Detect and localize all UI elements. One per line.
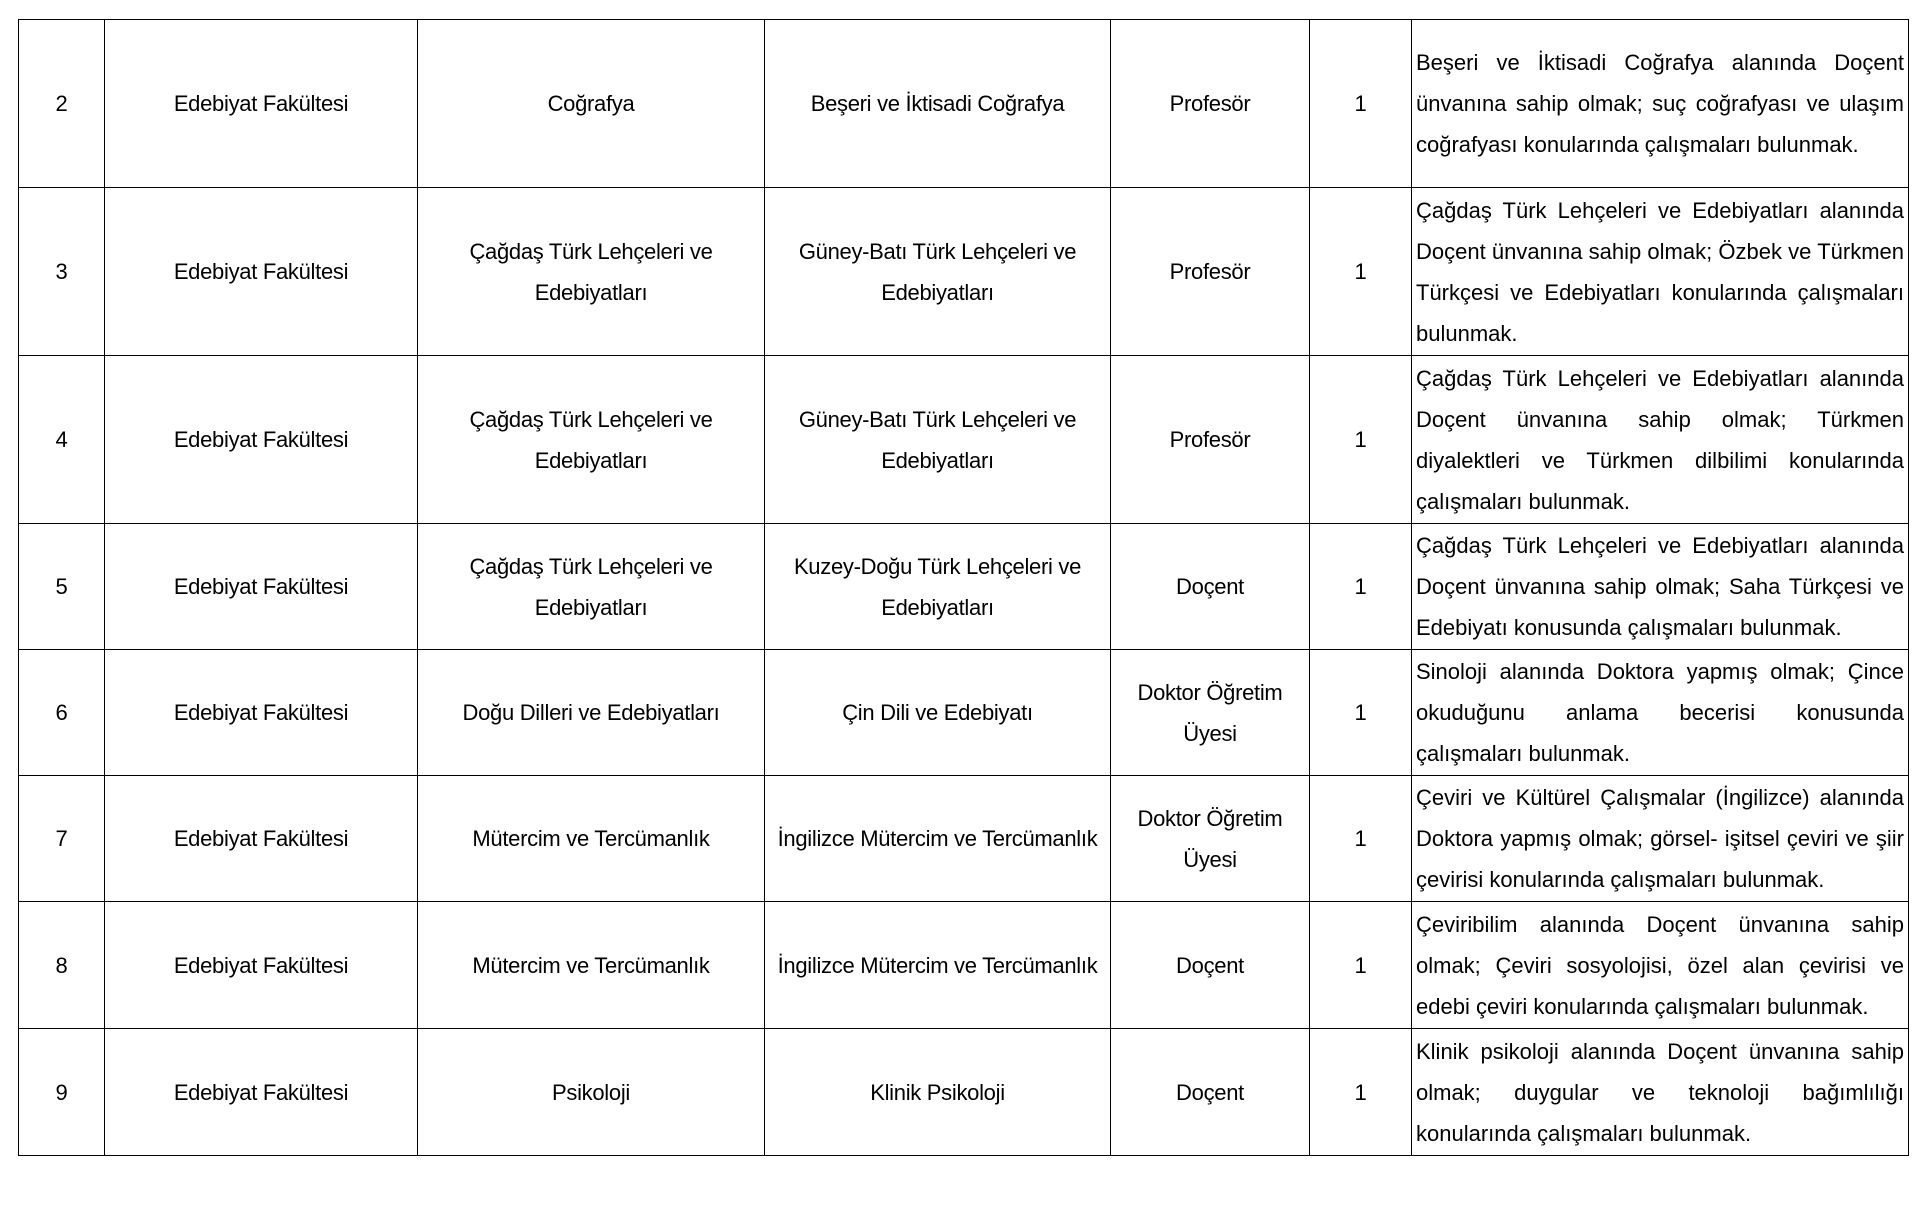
division-cell: Çin Dili ve Edebiyatı (765, 650, 1111, 776)
department-cell: Çağdaş Türk Lehçeleri ve Edebiyatları (418, 524, 765, 650)
row-number-cell: 4 (19, 356, 105, 524)
count-cell: 1 (1310, 524, 1412, 650)
row-number-cell: 5 (19, 524, 105, 650)
requirement-cell: Çağdaş Türk Lehçeleri ve Edebiyatları alanında Doçent ünvanına sahip olmak; Saha Türkçesi ve Edebiyatı konusunda çalışmaları bulunmak. (1412, 524, 1909, 650)
table-row (19, 1029, 1909, 1156)
title-cell: Profesör (1111, 356, 1310, 524)
faculty-cell: Edebiyat Fakültesi (105, 650, 418, 776)
division-cell: Kuzey-Doğu Türk Lehçeleri ve Edebiyatları (765, 524, 1111, 650)
table-row (19, 524, 1909, 650)
title-cell: Profesör (1111, 20, 1310, 188)
count-cell: 1 (1310, 1029, 1412, 1156)
count-cell: 1 (1310, 356, 1412, 524)
department-cell: Mütercim ve Tercümanlık (418, 776, 765, 902)
table-row (19, 188, 1909, 356)
faculty-cell: Edebiyat Fakültesi (105, 20, 418, 188)
table-row (19, 20, 1909, 188)
row-number-cell: 6 (19, 650, 105, 776)
department-cell: Psikoloji (418, 1029, 765, 1156)
requirement-cell: Klinik psikoloji alanında Doçent ünvanına sahip olmak; duygular ve teknoloji bağımlılığı konularında çalışmaları bulunmak. (1412, 1029, 1909, 1156)
count-cell: 1 (1310, 650, 1412, 776)
requirement-cell: Sinoloji alanında Doktora yapmış olmak; Çince okuduğunu anlama becerisi konusunda çalışmaları bulunmak. (1412, 650, 1909, 776)
row-number-cell: 3 (19, 188, 105, 356)
table-row (19, 776, 1909, 902)
faculty-cell: Edebiyat Fakültesi (105, 524, 418, 650)
requirement-cell: Çeviri ve Kültürel Çalışmalar (İngilizce) alanında Doktora yapmış olmak; görsel- işitsel çeviri ve şiir çevirisi konularında çalışmaları bulunmak. (1412, 776, 1909, 902)
requirement-cell: Beşeri ve İktisadi Coğrafya alanında Doçent ünvanına sahip olmak; suç coğrafyası ve ulaşım coğrafyası konularında çalışmaları bulunmak. (1412, 20, 1909, 188)
count-cell: 1 (1310, 20, 1412, 188)
requirement-cell: Çeviribilim alanında Doçent ünvanına sahip olmak; Çeviri sosyolojisi, özel alan çevirisi ve edebi çeviri konularında çalışmaları bulunmak. (1412, 902, 1909, 1029)
division-cell: Güney-Batı Türk Lehçeleri ve Edebiyatları (765, 356, 1111, 524)
count-cell: 1 (1310, 188, 1412, 356)
row-number-cell: 8 (19, 902, 105, 1029)
count-cell: 1 (1310, 776, 1412, 902)
table-row (19, 902, 1909, 1029)
title-cell: Doktor Öğretim Üyesi (1111, 650, 1310, 776)
department-cell: Çağdaş Türk Lehçeleri ve Edebiyatları (418, 188, 765, 356)
title-cell: Profesör (1111, 188, 1310, 356)
division-cell: Beşeri ve İktisadi Coğrafya (765, 20, 1111, 188)
division-cell: İngilizce Mütercim ve Tercümanlık (765, 902, 1111, 1029)
department-cell: Doğu Dilleri ve Edebiyatları (418, 650, 765, 776)
department-cell: Mütercim ve Tercümanlık (418, 902, 765, 1029)
division-cell: Klinik Psikoloji (765, 1029, 1111, 1156)
faculty-cell: Edebiyat Fakültesi (105, 1029, 418, 1156)
row-number-cell: 2 (19, 20, 105, 188)
division-cell: Güney-Batı Türk Lehçeleri ve Edebiyatları (765, 188, 1111, 356)
department-cell: Çağdaş Türk Lehçeleri ve Edebiyatları (418, 356, 765, 524)
row-number-cell: 9 (19, 1029, 105, 1156)
requirement-cell: Çağdaş Türk Lehçeleri ve Edebiyatları alanında Doçent ünvanına sahip olmak; Özbek ve Türkmen Türkçesi ve Edebiyatları konularında çalışmaları bulunmak. (1412, 188, 1909, 356)
table-row (19, 650, 1909, 776)
requirement-cell: Çağdaş Türk Lehçeleri ve Edebiyatları alanında Doçent ünvanına sahip olmak; Türkmen diyalektleri ve Türkmen dilbilimi konularında çalışmaları bulunmak. (1412, 356, 1909, 524)
faculty-cell: Edebiyat Fakültesi (105, 902, 418, 1029)
faculty-cell: Edebiyat Fakültesi (105, 356, 418, 524)
division-cell: İngilizce Mütercim ve Tercümanlık (765, 776, 1111, 902)
faculty-cell: Edebiyat Fakültesi (105, 188, 418, 356)
title-cell: Doçent (1111, 902, 1310, 1029)
table-row (19, 356, 1909, 524)
title-cell: Doktor Öğretim Üyesi (1111, 776, 1310, 902)
count-cell: 1 (1310, 902, 1412, 1029)
row-number-cell: 7 (19, 776, 105, 902)
positions-table (18, 19, 1909, 1156)
title-cell: Doçent (1111, 524, 1310, 650)
title-cell: Doçent (1111, 1029, 1310, 1156)
faculty-cell: Edebiyat Fakültesi (105, 776, 418, 902)
department-cell: Coğrafya (418, 20, 765, 188)
